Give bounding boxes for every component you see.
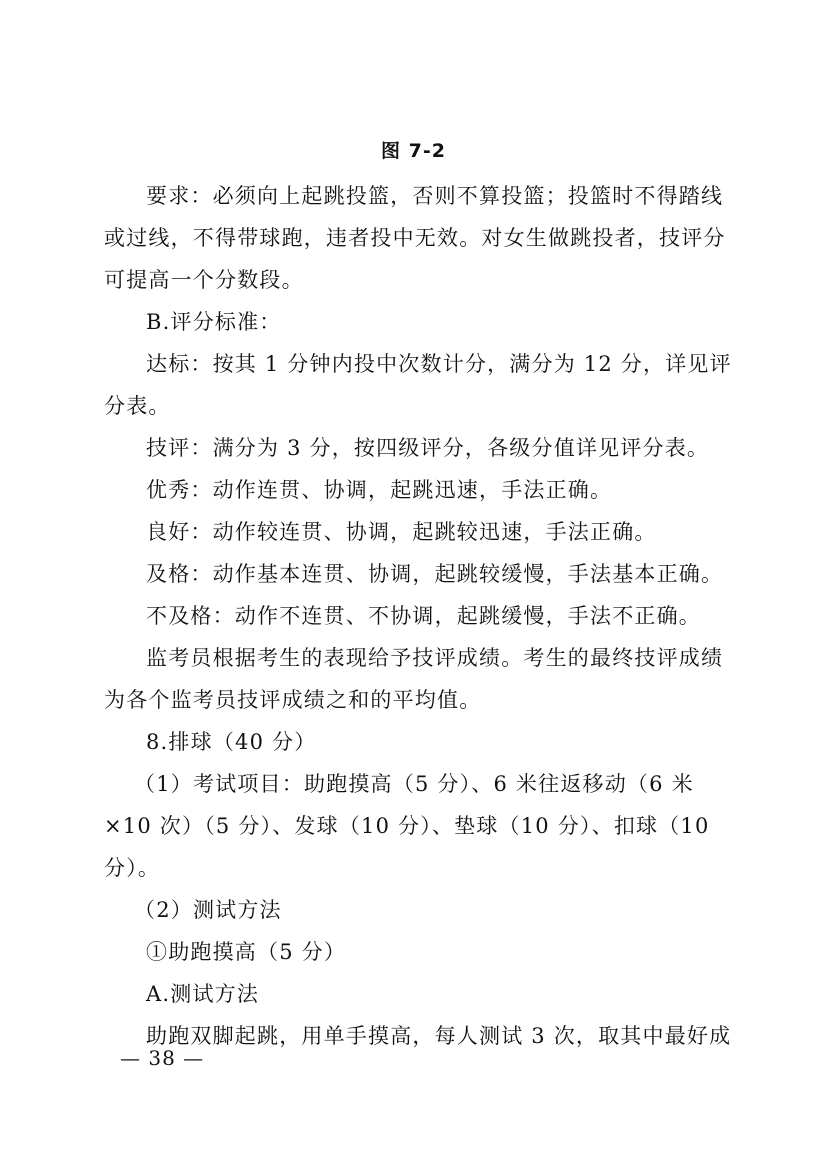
page-number: — 38 — <box>120 1046 205 1070</box>
paragraph-line-12: 监考员根据考生的表现给予技评成绩。考生的最终技评成绩 <box>146 646 724 670</box>
paragraph-line-21: 助跑双脚起跳，用单手摸高，每人测试 3 次，取其中最好成 <box>146 1024 732 1048</box>
paragraph-line-6: 分表。 <box>104 394 171 418</box>
paragraph-line-13: 为各个监考员技评成绩之和的平均值。 <box>104 688 482 712</box>
paragraph-line-9: 良好：动作较连贯、协调，起跳较迅速，手法正确。 <box>146 520 657 544</box>
paragraph-line-11: 不及格：动作不连贯、不协调，起跳缓慢，手法不正确。 <box>146 604 701 628</box>
paragraph-line-3: 可提高一个分数段。 <box>104 268 304 292</box>
paragraph-line-16: ×10 次）（5 分）、发球（10 分）、垫球（10 分）、扣球（10 <box>104 814 710 838</box>
figure-caption: 图 7-2 <box>381 140 446 162</box>
paragraph-line-1: 要求：必须向上起跳投篮，否则不算投篮；投篮时不得踏线 <box>146 184 724 208</box>
paragraph-line-17: 分）。 <box>104 856 161 880</box>
paragraph-line-5: 达标：按其 1 分钟内投中次数计分，满分为 12 分，详见评 <box>146 352 732 376</box>
subsection-heading-a: A.测试方法 <box>146 982 260 1006</box>
paragraph-line-7: 技评：满分为 3 分，按四级评分，各级分值详见评分表。 <box>146 436 710 460</box>
section-heading-volleyball: 8.排球（40 分） <box>146 730 317 754</box>
section-heading-b: B.评分标准： <box>146 310 282 334</box>
paragraph-line-10: 及格：动作基本连贯、协调，起跳较缓慢，手法基本正确。 <box>146 562 724 586</box>
section-heading-test-method: （2）测试方法 <box>134 898 282 922</box>
subsection-heading-run-touch: ①助跑摸高（5 分） <box>146 940 347 964</box>
paragraph-line-8: 优秀：动作连贯、协调，起跳迅速，手法正确。 <box>146 478 613 502</box>
paragraph-line-2: 或过线，不得带球跑，违者投中无效。对女生做跳投者，技评分 <box>104 226 726 250</box>
paragraph-line-15: （1）考试项目：助跑摸高（5 分）、6 米往返移动（6 米 <box>134 772 694 796</box>
